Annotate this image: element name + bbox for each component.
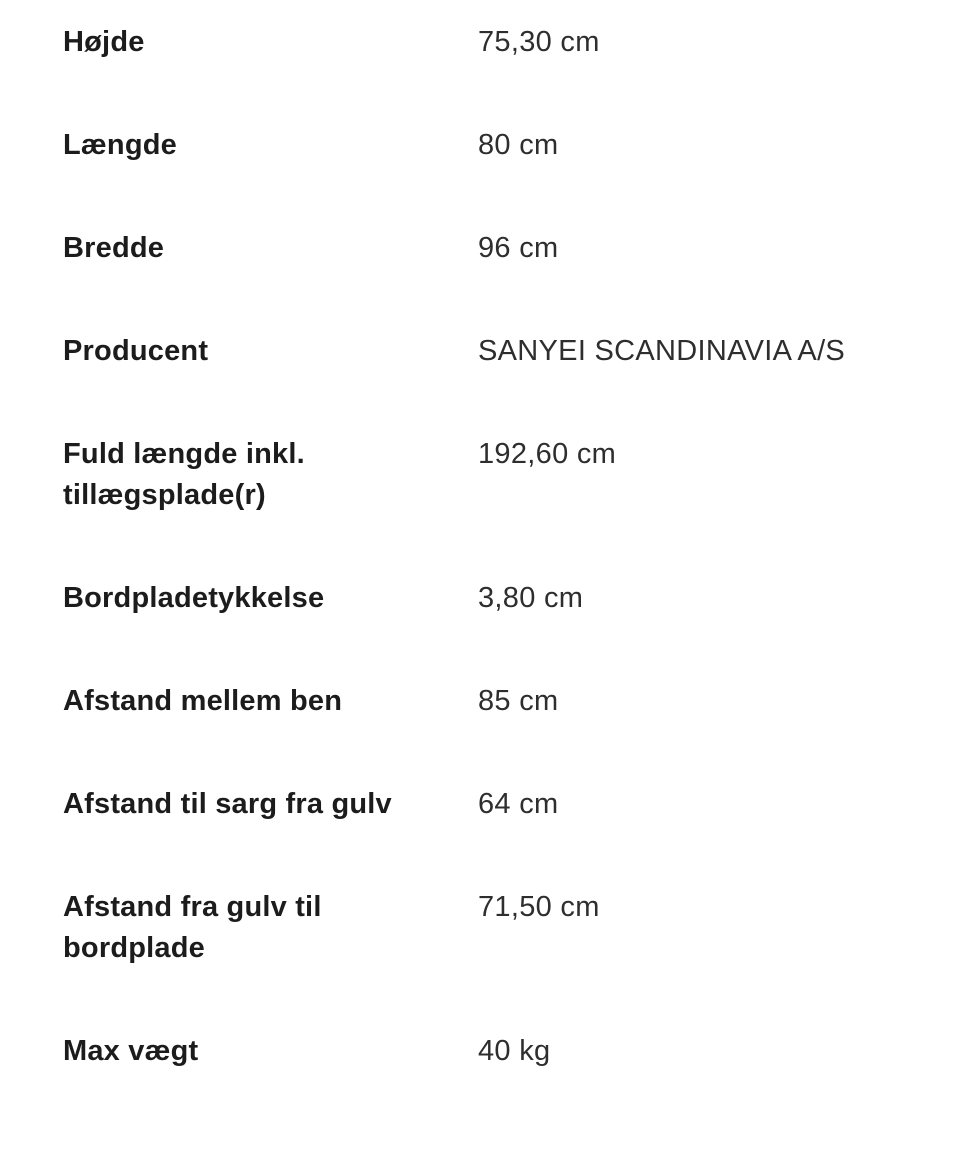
spec-row xyxy=(63,434,920,516)
spec-row xyxy=(63,331,920,372)
spec-row xyxy=(63,784,920,825)
spec-value: 64 cm xyxy=(478,788,559,820)
spec-label: Længde xyxy=(63,129,177,161)
spec-value: 85 cm xyxy=(478,685,559,717)
spec-label: Max vægt xyxy=(63,1035,199,1067)
spec-label: Producent xyxy=(63,335,209,367)
spec-label: Afstand til sarg fra gulv xyxy=(63,788,392,820)
spec-label: Afstand mellem ben xyxy=(63,685,343,717)
spec-value: SANYEI SCANDINAVIA A/S xyxy=(478,335,846,367)
spec-row xyxy=(63,22,920,63)
spec-row xyxy=(63,887,920,969)
spec-value: 192,60 cm xyxy=(478,438,617,470)
spec-row xyxy=(63,125,920,166)
spec-value: 3,80 cm xyxy=(478,582,584,614)
spec-value: 75,30 cm xyxy=(478,26,600,58)
spec-row xyxy=(63,228,920,269)
spec-label: Fuld længde inkl. tillægsplade(r) xyxy=(63,438,305,511)
spec-label: Afstand fra gulv til bordplade xyxy=(63,891,322,964)
spec-value: 40 kg xyxy=(478,1035,551,1067)
spec-label: Højde xyxy=(63,26,145,58)
spec-value: 80 cm xyxy=(478,129,559,161)
spec-label: Bredde xyxy=(63,232,165,264)
spec-value: 71,50 cm xyxy=(478,891,600,923)
spec-label: Bordpladetykkelse xyxy=(63,582,325,614)
spec-row xyxy=(63,681,920,722)
spec-row xyxy=(63,578,920,619)
spec-row xyxy=(63,1031,920,1072)
spec-value: 96 cm xyxy=(478,232,559,264)
